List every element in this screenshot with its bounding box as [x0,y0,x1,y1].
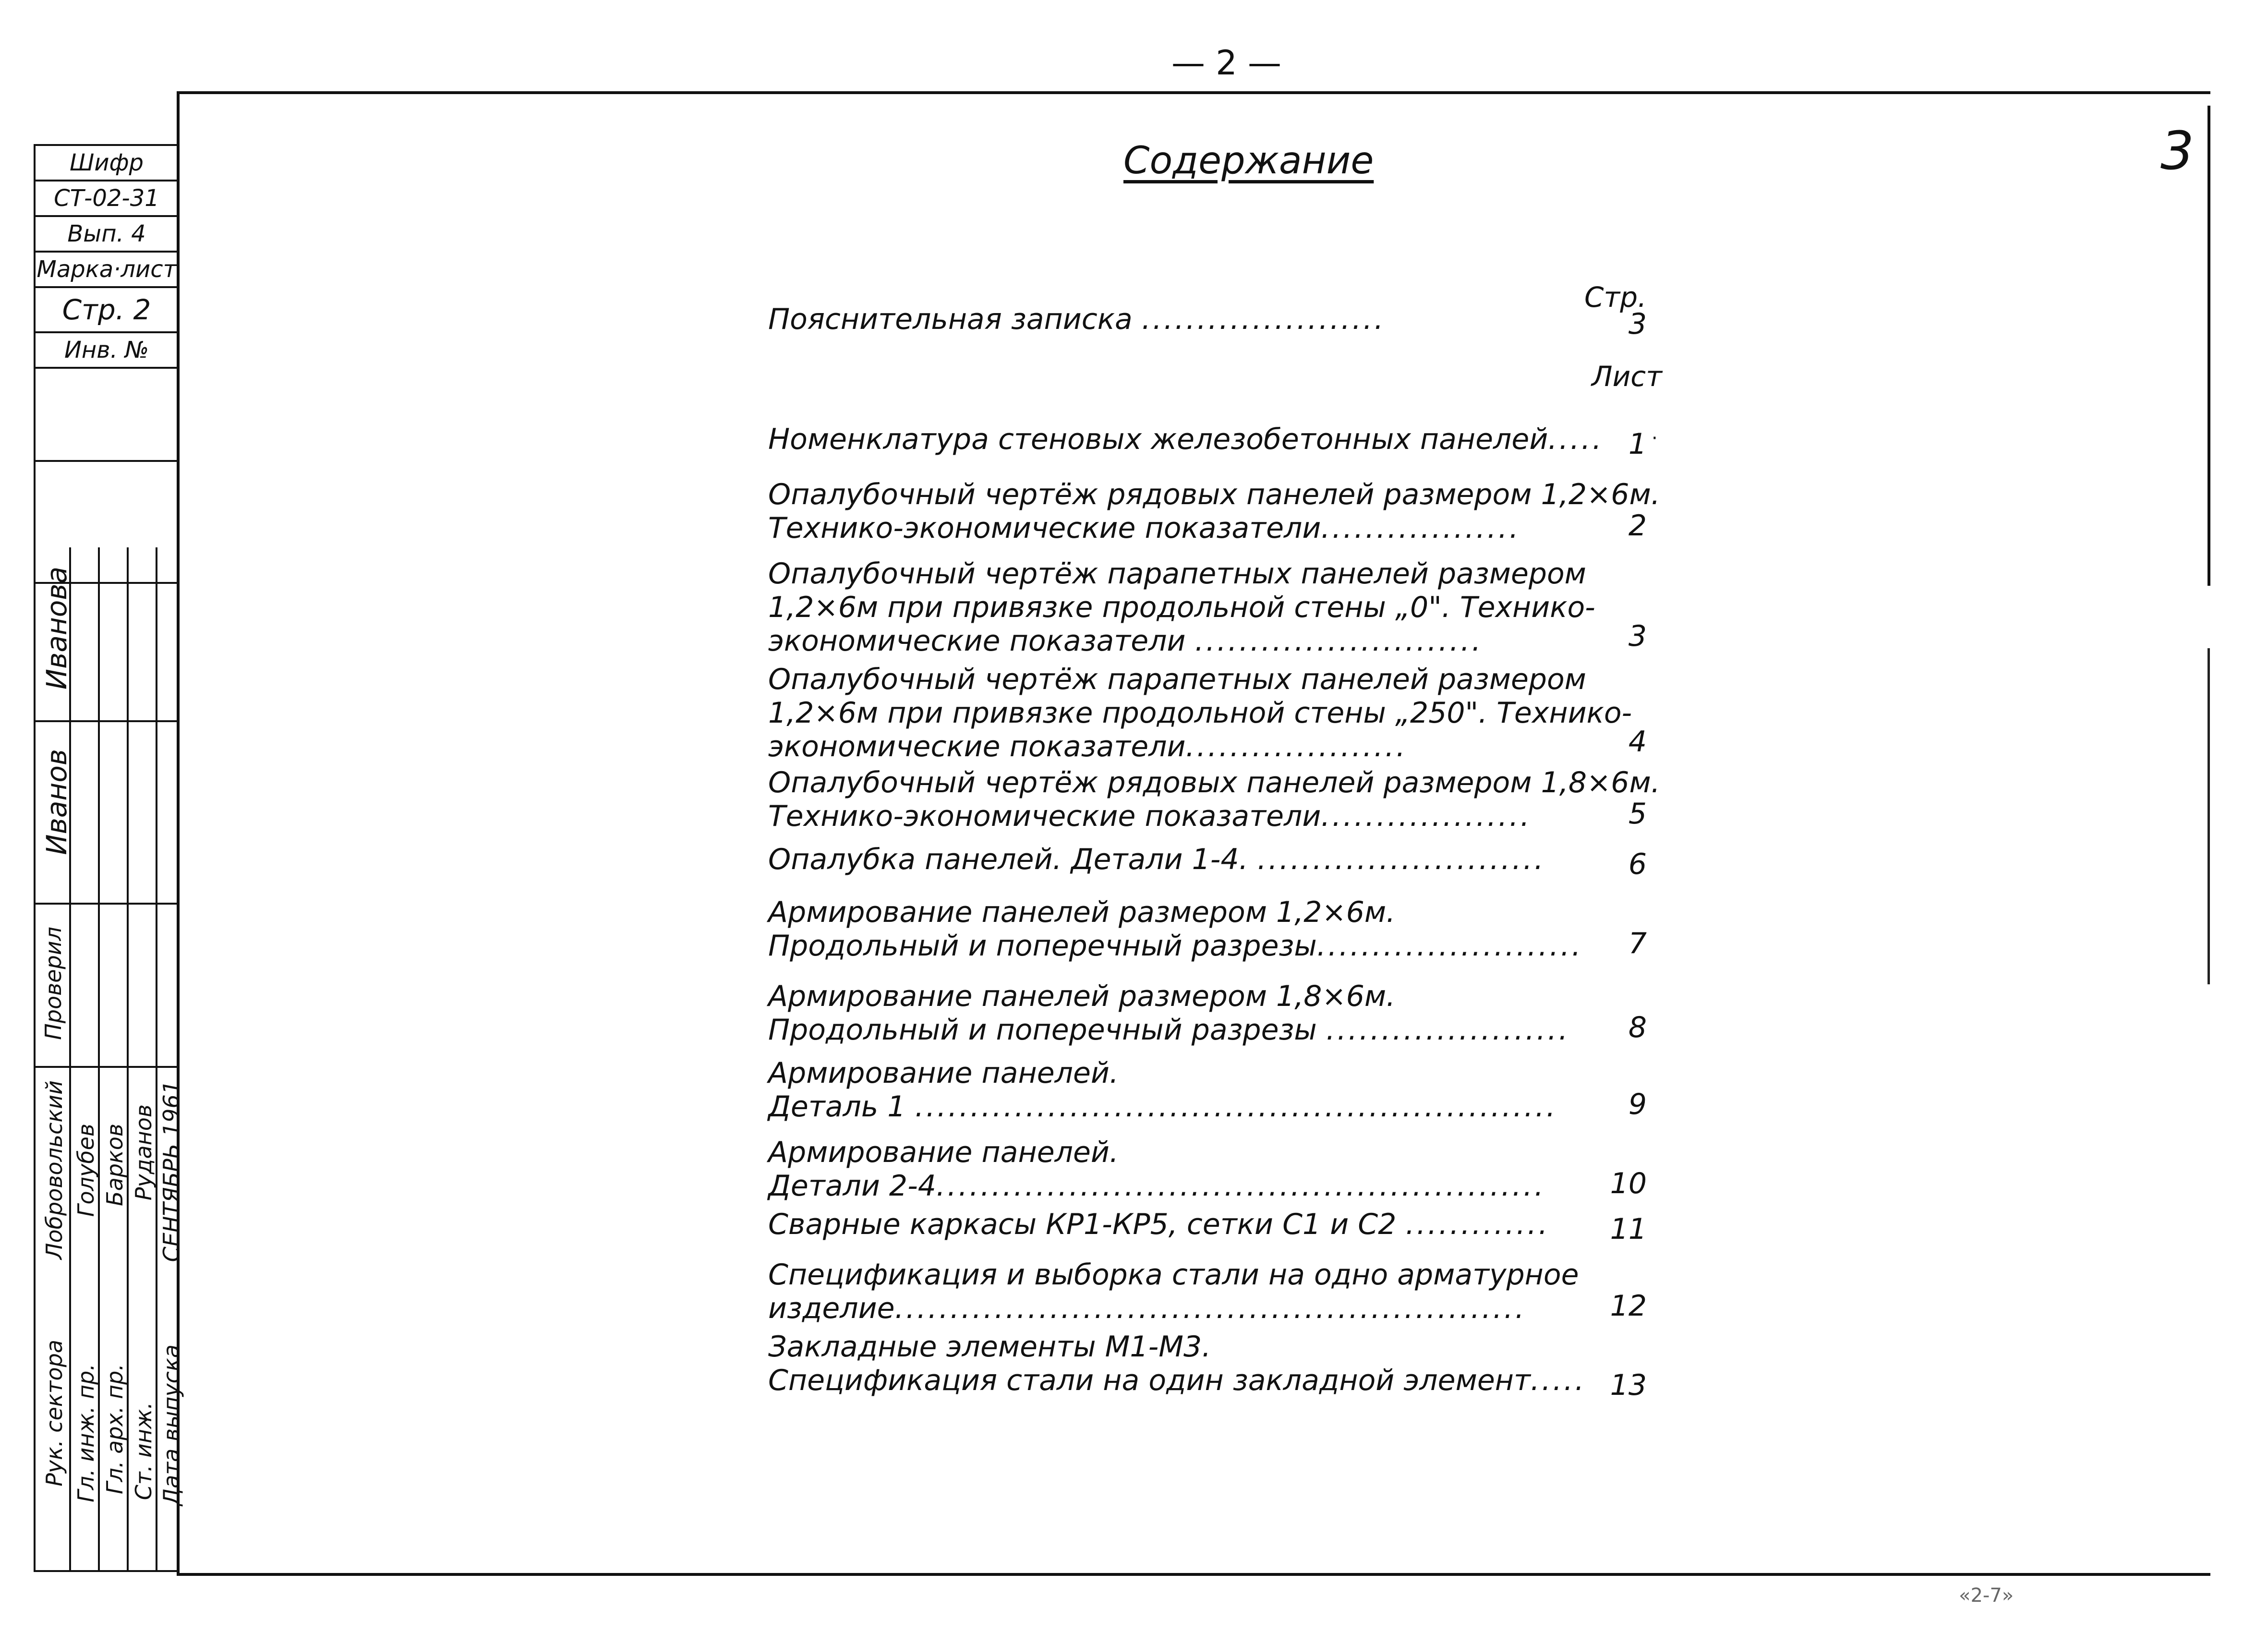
toc-entry-leader: .......................... [1257,843,1545,876]
toc-entry-text: Армирование панелей. [768,1136,1119,1169]
toc-entry-text-2: 1,2×6м при привязке продольной стены „0". Технико- [768,591,1595,624]
toc-entry-text: Сварные каркасы КР1-КР5, сетки С1 и С2 [768,1208,1397,1241]
toc-entry-text: Опалубочный чертёж рядовых панелей размером 1,2×6м. [768,478,1660,511]
stamp-role-5: Дата выпуска [158,1344,184,1506]
toc-entry [768,843,1680,881]
toc-entry [768,557,1680,658]
toc-entry-leader: .................... [1185,730,1407,763]
toc-entry-page: 9 [1628,1088,1647,1121]
toc-entry-page: 11 [1610,1212,1647,1246]
toc-entry-text: Опалубочный чертёж парапетных панелей размером [768,663,1586,696]
toc-entry-page: 3 [1628,619,1647,653]
toc-entry-leader: ........................ [1316,929,1583,963]
sheet-mark: 3 [2160,120,2194,181]
toc-entry-leader: .................. [1321,511,1520,545]
toc-entry [768,1136,1680,1203]
stamp-role-1: Рук. сектора [41,1340,67,1487]
stamp-role-2: Гл. инж. пр. [73,1364,99,1502]
toc-entry-text: Пояснительная записка [768,302,1133,336]
toc-entry-page: 10 [1610,1167,1647,1200]
stamp-hline-2 [36,903,178,905]
toc-entry-leader: ...................... [1141,302,1386,336]
stamp-top [34,144,180,584]
frame-right-edge [2208,106,2210,586]
stamp-role-4: Ст. инж. [131,1402,157,1500]
toc-entry-text: Армирование панелей размером 1,2×6м. [768,895,1396,929]
toc-entry [768,478,1680,543]
toc-entry-page: 4 [1628,725,1647,759]
toc-entry-page: 3 [1628,307,1647,341]
toc-entry [768,980,1680,1047]
toc-entry-page: 7 [1628,927,1647,960]
toc-entry-page: 2 [1628,509,1647,543]
toc-entry-text: Опалубочный чертёж парапетных панелей размером [768,557,1586,591]
stamp-staff-3: Барков [102,1124,128,1206]
toc-entry-text: Опалубочный чертёж рядовых панелей размером 1,8×6м. [768,766,1660,799]
toc-entry-text-2: Технико-экономические показатели [768,511,1321,545]
stamp-hline-3 [36,1066,178,1068]
toc-entry-leader: .......................................................... [915,1090,1557,1124]
toc-entry-text-2: Детали 2-4 [768,1169,936,1203]
toc-entry [768,1330,1680,1402]
toc-entry [768,663,1680,763]
stamp-side [34,547,184,1572]
stamp-hline-1 [36,720,178,722]
toc-entry-leader: ............. [1405,1208,1550,1241]
toc-entry-text-2: Продольный и поперечный разрезы [768,1013,1317,1047]
stray-mark: · [1652,427,1658,449]
toc-entry-page: 1 [1628,427,1647,461]
stamp-date: СЕНТЯБРЬ 1961 [158,1080,184,1262]
toc-entry [768,1056,1680,1124]
stamp-staff-2: Голубев [73,1124,99,1217]
stamp-role-3: Гл. арх. пр. [102,1364,128,1495]
toc-entry-text-2: Спецификация стали на один закладной элемент [768,1364,1531,1397]
toc-entry-text-2: 1,2×6м при привязке продольной стены „250". Технико- [768,696,1632,730]
stamp-staff-4: Руданов [131,1104,157,1201]
bottom-code: «2-7» [1959,1585,2014,1607]
toc-entry-leader: ..... [1548,423,1604,456]
toc-entry [768,1258,1680,1323]
toc-entry-text-3: экономические показатели [768,624,1186,658]
toc-entry-page: 12 [1610,1289,1647,1323]
toc-entry-text: Армирование панелей размером 1,8×6м. [768,980,1396,1013]
page-number: — 2 — [1171,43,1282,83]
toc-entry-text: Армирование панелей. [768,1056,1119,1090]
toc-entry [768,302,1680,341]
frame-right-edge-lower [2208,648,2210,984]
toc-entry-text: Спецификация и выборка стали на одно арматурное [768,1258,1579,1292]
toc-entry-leader: ......................................................... [894,1292,1526,1325]
stamp-blank-1 [36,369,178,462]
toc-entry-page: 8 [1628,1011,1647,1044]
stamp-mark-label: Марка·лист [36,253,178,288]
column-label-page: Стр. [1584,281,1647,314]
toc-entry-page: 5 [1628,797,1647,831]
toc-entry-leader: .......................... [1194,624,1483,658]
toc-entry-text: Закладные элементы М1-М3. [768,1330,1211,1364]
toc-entry-leader: ..... [1530,1364,1586,1397]
stamp-cipher-value: СТ-02-31 [36,181,178,217]
toc-entry-page: 6 [1628,847,1647,881]
toc-entry [768,895,1680,963]
toc-entry-text-2: Продольный и поперечный разрезы [768,929,1317,963]
stamp-name-3: Проверил [40,927,66,1040]
toc-entry-text-2: Деталь 1 [768,1090,906,1124]
stamp-staff-1: Лобровольский [41,1080,67,1260]
toc-entry-text: Опалубка панелей. Детали 1-4. [768,843,1248,876]
toc-entry [768,766,1680,831]
stamp-issue: Вып. 4 [36,217,178,253]
toc-entry-text-3: экономические показатели [768,730,1186,763]
stamp-inv: Инв. № [36,333,178,369]
column-label-sheet: Лист [1592,360,1662,393]
toc-entry-leader: ....................................................... [936,1169,1545,1203]
toc-entry-text-2: изделие [768,1292,895,1325]
toc-entry [768,1208,1680,1246]
toc-entry-page: 13 [1610,1368,1647,1402]
stamp-name-1: Иванова [40,567,73,690]
toc-entry-text-2: Технико-экономические показатели [768,799,1321,833]
toc-entry-leader: ................... [1321,799,1532,833]
toc-entry-leader: ...................... [1326,1013,1570,1047]
toc-entry [768,423,1680,461]
page-title: Содержание [1123,139,1374,182]
stamp-page: Стр. 2 [36,288,178,333]
stamp-name-2: Иванов [40,749,73,855]
stamp-cipher-label: Шифр [36,146,178,181]
toc-entry-text: Номенклатура стеновых железобетонных панелей [768,423,1548,456]
